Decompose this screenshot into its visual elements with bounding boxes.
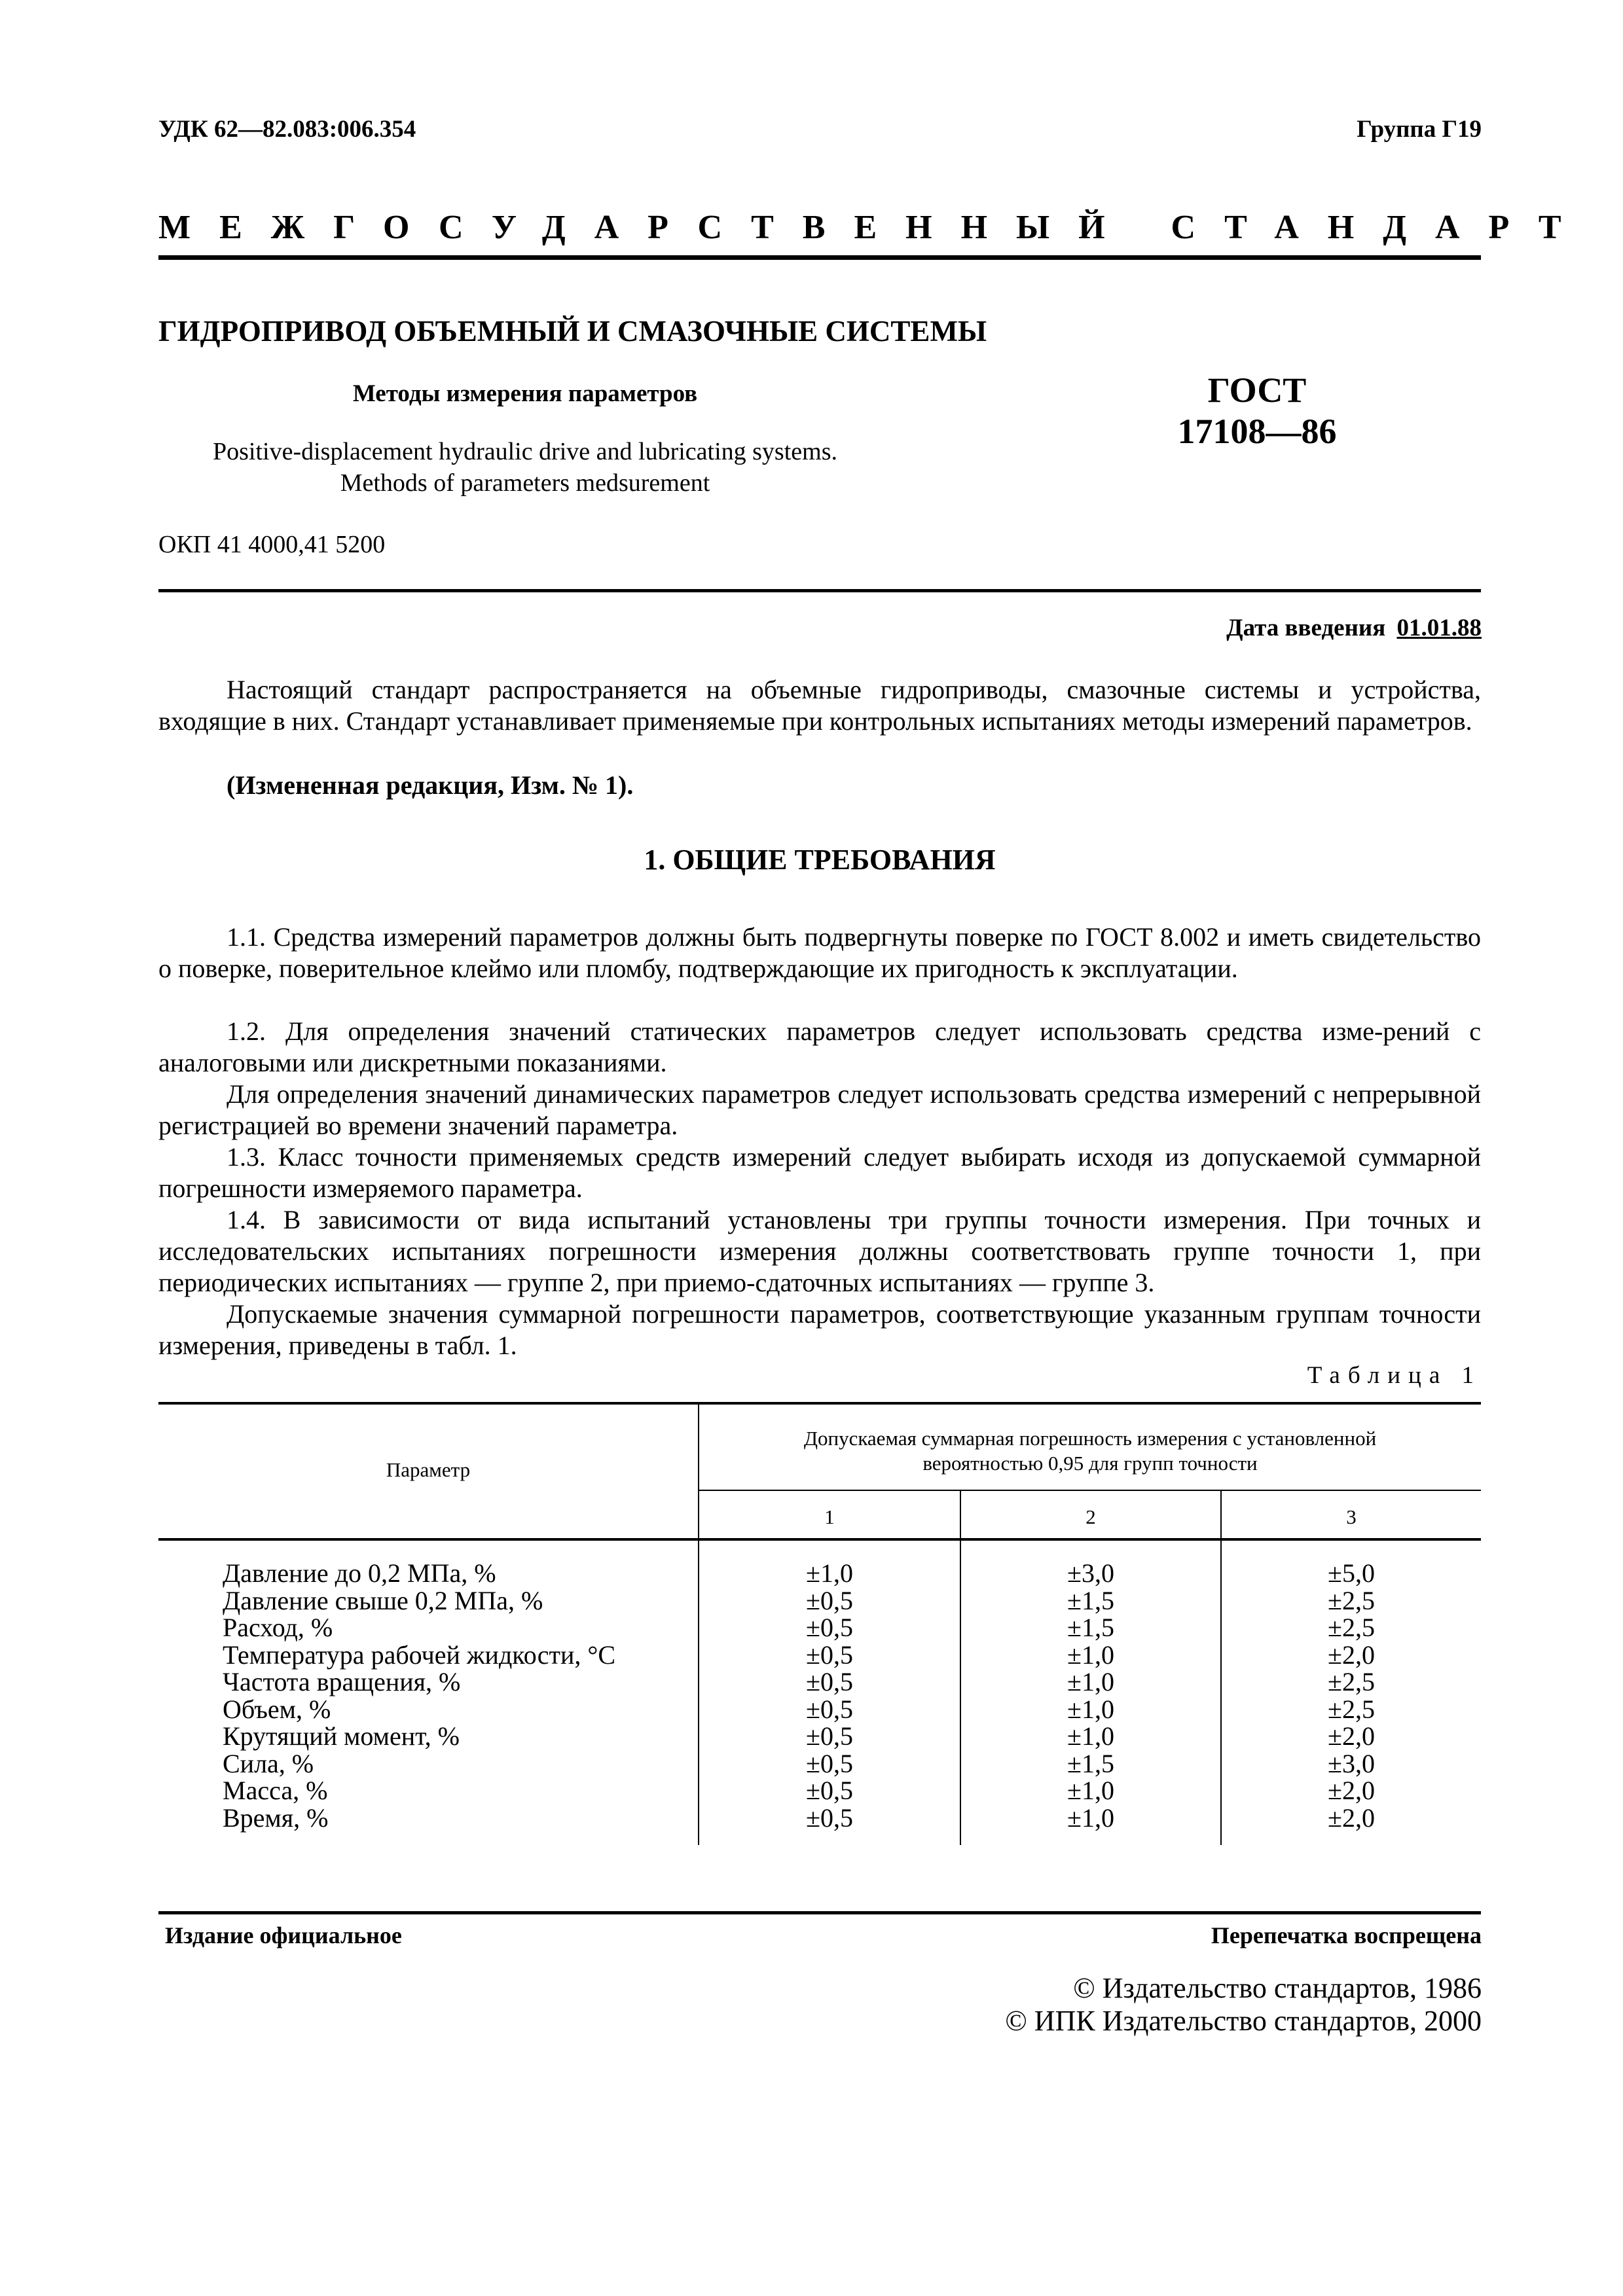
clause-1-3: 1.3. Класс точности применяемых средств измерений следует выбирать исходя из допускаемой суммарной погрешности измеряемого параметра. [158,1142,1481,1203]
group-code: Группа Г19 [1357,116,1482,143]
clause-1-2: 1.2. Для определения значений статических параметров следует использовать средства изме-рений с аналоговыми или дискретными показаниями. [158,1016,1481,1077]
table-header-group-1: 1 [824,1505,835,1528]
okp-code: ОКП 41 4000,41 5200 [158,531,386,558]
table-cell-group-2: ±1,0 [1067,1640,1114,1670]
document-subtitle: Методы измерения параметров [352,380,698,407]
table-cell-parameter: Масса, % [223,1776,328,1805]
clause-1-4: 1.4. В зависимости от вида испытаний установлены три группы точности измерения. При точных и исследовательских испытаниях погрешности измерения должны соответствовать группе точности 1, при периодических испытаниях — группе 2, при приемо-сдаточных испытаниях — группе 3. [158,1205,1481,1297]
table-cell-parameter: Давление свыше 0,2 МПа, % [223,1585,543,1615]
table-top-rule [158,1402,1481,1405]
english-title-line2: Methods of parameters medsurement [340,469,710,497]
table-cell-group-1: ±0,5 [806,1585,853,1615]
footer-rule [158,1911,1481,1914]
table-cell-parameter: Крутящий момент, % [223,1721,460,1751]
table-cell-group-2: ±1,0 [1067,1803,1114,1833]
table-cell-parameter: Температура рабочей жидкости, °С [223,1640,616,1670]
intro-paragraph: Настоящий стандарт распространяется на объемные гидроприводы, смазочные системы и устройства, входящие в них. Стандарт устанавливает применяемые при контрольных испытаниях методы измерений параметров. [158,675,1481,736]
copyright-2000: © ИПК Издательство стандартов, 2000 [1005,2005,1482,2037]
gost-label: ГОСТ [1207,370,1307,410]
table-caption: Таблица 1 [1307,1362,1482,1389]
document-title: ГИДРОПРИВОД ОБЪЕМНЫЙ И СМАЗОЧНЫЕ СИСТЕМЫ [158,315,987,348]
table-header-bottom [158,1538,1481,1541]
reprint-prohibited-label: Перепечатка воспрещена [1211,1922,1482,1948]
table-cell-group-3: ±5,0 [1328,1558,1375,1588]
copyright-1986: © Издательство стандартов, 1986 [1073,1972,1482,2004]
standard-type-heading: МЕЖГОСУДАРСТВЕННЫЙ СТАНДАРТ [158,209,1590,246]
table-cell-group-2: ±1,0 [1067,1776,1114,1805]
clause-1-2-dynamic: Для определения значений динамических параметров следует использовать средства измерений с непрерывной регистрацией во времени значений параметра. [158,1079,1481,1140]
table-cell-group-1: ±0,5 [806,1640,853,1670]
table-cell-group-2: ±1,5 [1067,1613,1114,1642]
table-cell-group-2: ±1,5 [1067,1748,1114,1778]
official-edition-label: Издание официальное [165,1922,402,1948]
table-cell-group-2: ±1,0 [1067,1667,1114,1696]
table-cell-group-1: ±0,5 [806,1721,853,1751]
table-cell-group-2: ±1,0 [1067,1694,1114,1724]
table-cell-parameter: Расход, % [223,1613,333,1642]
table-cell-parameter: Время, % [223,1803,329,1833]
table-cell-group-1: ±0,5 [806,1748,853,1778]
table-header-group-line2: вероятностью 0,95 для групп точности [922,1452,1258,1475]
gost-number: 17108—86 [1177,412,1337,451]
section-heading: 1. ОБЩИЕ ТРЕБОВАНИЯ [644,844,996,876]
table-cell-group-3: ±2,5 [1328,1694,1375,1724]
table-header-parameter: Параметр [386,1458,471,1481]
table-cell-group-2: ±1,0 [1067,1721,1114,1751]
table-cell-group-1: ±0,5 [806,1667,853,1696]
table-cell-group-3: ±2,5 [1328,1585,1375,1615]
introduction-date-value: 01.01.88 [1396,615,1482,641]
table-cell-group-3: ±2,0 [1328,1803,1375,1833]
title-rule [158,589,1481,592]
table-header-group-line1: Допускаемая суммарная погрешность измерения с установленной [803,1427,1377,1450]
table-cell-group-2: ±3,0 [1067,1558,1114,1588]
table-cell-group-1: ±0,5 [806,1803,853,1833]
introduction-date-label: Дата введения [1226,615,1386,641]
table-cell-group-3: ±3,0 [1328,1748,1375,1778]
table-cell-group-3: ±2,5 [1328,1667,1375,1696]
table-cell-parameter: Давление до 0,2 МПа, % [223,1558,496,1588]
table-cell-group-2: ±1,5 [1067,1585,1114,1615]
amendment-note: (Измененная редакция, Изм. № 1). [227,770,634,800]
table-header-group-2: 2 [1085,1505,1096,1528]
header-rule [158,255,1481,260]
clause-1-4-table-ref: Допускаемые значения суммарной погрешности параметров, соответствующие указанным группам точности измерения, приведены в табл. 1. [158,1299,1481,1360]
clause-1-1: 1.1. Средства измерений параметров должны быть подвергнуты поверке по ГОСТ 8.002 и иметь свидетельство о поверке, поверительное клеймо или пломбу, подтверждающие их пригодность к эксплуатации. [158,922,1481,983]
table-cell-group-1: ±0,5 [806,1613,853,1642]
table-cell-parameter: Сила, % [223,1748,314,1778]
table-cell-group-3: ±2,0 [1328,1640,1375,1670]
english-title-line1: Positive-displacement hydraulic drive and lubricating systems. [212,438,837,465]
table-cell-group-1: ±0,5 [806,1776,853,1805]
table-cell-parameter: Объем, % [223,1694,331,1724]
udk-code: УДК 62—82.083:006.354 [158,116,416,143]
table-header-group-3: 3 [1346,1505,1357,1528]
table-header-divider [698,1490,1481,1491]
table-cell-group-1: ±0,5 [806,1694,853,1724]
table-cell-group-3: ±2,0 [1328,1776,1375,1805]
table-cell-group-3: ±2,5 [1328,1613,1375,1642]
table-cell-group-3: ±2,0 [1328,1721,1375,1751]
table-cell-group-1: ±1,0 [806,1558,853,1588]
introduction-date [1226,614,1482,642]
table-cell-parameter: Частота вращения, % [223,1667,461,1696]
